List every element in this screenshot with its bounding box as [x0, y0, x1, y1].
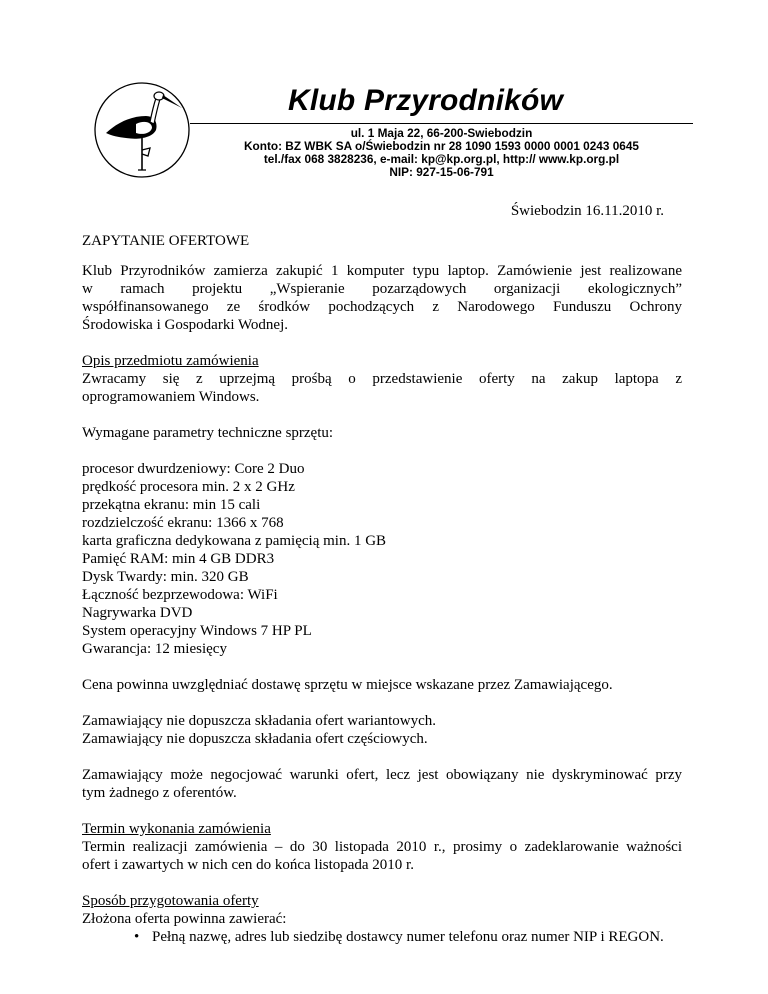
- sposob-bullet-list: [82, 928, 682, 946]
- param-item: karta graficzna dedykowana z pamięcią min. 1 GB: [82, 533, 387, 549]
- opis-heading: Opis przedmiotu zamówienia: [82, 353, 259, 369]
- negocjacje-line: tym żadnego z oferentów.: [82, 785, 237, 801]
- nip-line: NIP: 927-15-06-791: [389, 165, 494, 179]
- termin-line: Termin realizacji zamówienia – do 30 listopada 2010 r., prosimy o zadeklarowanie ważności: [82, 839, 682, 855]
- date-line: Świebodzin 16.11.2010 r.: [510, 203, 664, 219]
- termin-section: [82, 820, 682, 874]
- org-name: Klub Przyrodników: [288, 84, 564, 117]
- opis-line: oprogramowaniem Windows.: [82, 389, 260, 405]
- sposob-intro: Złożona oferta powinna zawierać:: [82, 911, 287, 927]
- warianty-line: Zamawiający nie dopuszcza składania ofert wariantowych.: [82, 713, 437, 729]
- param-item: Pamięć RAM: min 4 GB DDR3: [82, 551, 275, 567]
- intro-line: w ramach projektu „Wspieranie pozarządowych organizacji ekologicznych”: [82, 281, 682, 297]
- opis-section: [82, 352, 682, 406]
- list-item: [134, 928, 682, 946]
- param-item: Dysk Twardy: min. 320 GB: [82, 569, 249, 585]
- termin-line: ofert i zawartych w nich cen do końca listopada 2010 r.: [82, 857, 414, 873]
- sposob-heading: Sposób przygotowania oferty: [82, 893, 259, 909]
- cena-paragraph: Cena powinna uwzględniać dostawę sprzętu w miejsce wskazane przez Zamawiającego.: [82, 677, 613, 693]
- param-item: prędkość procesora min. 2 x 2 GHz: [82, 479, 295, 495]
- list-item-text: Pełną nazwę, adres lub siedzibę dostawcy numer telefonu oraz numer NIP i REGON.: [152, 929, 664, 945]
- param-item: procesor dwurdzeniowy: Core 2 Duo: [82, 461, 305, 477]
- warianty-line: Zamawiający nie dopuszcza składania ofert częściowych.: [82, 731, 428, 747]
- param-item: przekątna ekranu: min 15 cali: [82, 497, 261, 513]
- intro-line: współfinansowanego ze środków pochodzących z Narodowego Funduszu Ochrony: [82, 299, 682, 315]
- warianty-paragraph: [82, 712, 682, 748]
- opis-line: Zwracamy się z uprzejmą prośbą o przedstawienie oferty na zakup laptopa z: [82, 371, 682, 387]
- param-item: Łączność bezprzewodowa: WiFi: [82, 587, 278, 603]
- param-item: System operacyjny Windows 7 HP PL: [82, 623, 312, 639]
- letterhead-divider: [190, 123, 693, 124]
- param-item: Gwarancja: 12 miesięcy: [82, 641, 227, 657]
- negocjacje-line: Zamawiający może negocjować warunki ofert, lecz jest obowiązany nie dyskryminować przy: [82, 767, 682, 783]
- contact-line: tel./fax 068 3828236, e-mail: kp@kp.org.pl, http:// www.kp.org.pl: [263, 152, 620, 166]
- sposob-section: [82, 892, 682, 946]
- param-item: Nagrywarka DVD: [82, 605, 193, 621]
- negocjacje-paragraph: [82, 766, 682, 802]
- termin-heading: Termin wykonania zamówienia: [82, 821, 271, 837]
- params-list: [82, 460, 682, 658]
- params-heading: Wymagane parametry techniczne sprzętu:: [82, 425, 334, 441]
- letterhead-contact: [190, 127, 693, 179]
- stork-in-circle-icon: [92, 78, 192, 182]
- bullet-icon: •: [134, 929, 140, 945]
- document-body: [82, 262, 682, 946]
- intro-line: Środowiska i Gospodarki Wodnej.: [82, 317, 289, 333]
- intro-paragraph: [82, 262, 682, 334]
- account-line: Konto: BZ WBK SA o/Świebodzin nr 28 1090 1593 0000 0001 0243 0645: [244, 139, 639, 153]
- document-title: ZAPYTANIE OFERTOWE: [82, 233, 250, 249]
- intro-line: Klub Przyrodników zamierza zakupić 1 komputer typu laptop. Zamówienie jest realizowane: [82, 263, 682, 279]
- param-item: rozdzielczość ekranu: 1366 x 768: [82, 515, 284, 531]
- address-line: ul. 1 Maja 22, 66-200-Swiebodzin: [350, 126, 533, 140]
